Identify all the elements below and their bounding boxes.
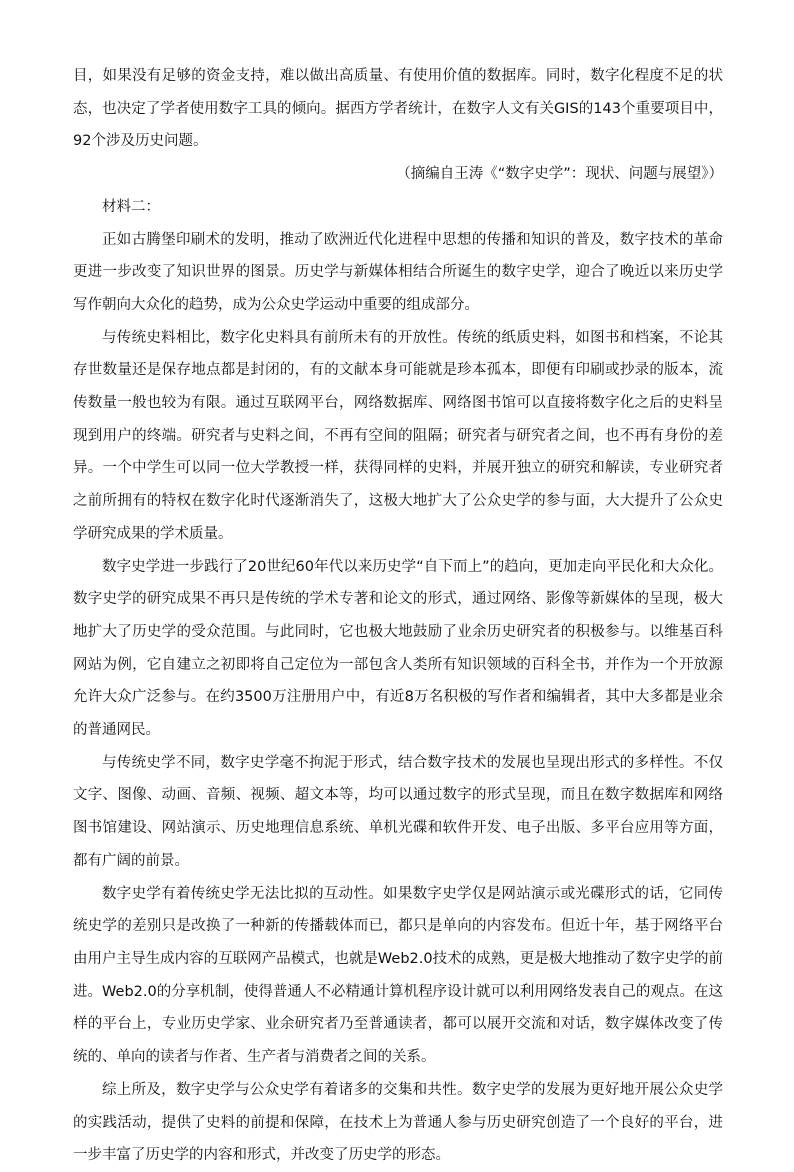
body-paragraph: 正如古腾堡印刷术的发明，推动了欧洲近代化进程中思想的传播和知识的普及，数字技术的革命更进一步改变了知识世界的图景。历史学与新媒体相结合所诞生的数字史学，迎合了晚近以来历史学写作朝向大众化的趋势，成为公众史学运动中重要的组成部分。 bbox=[73, 231, 723, 313]
body-paragraph: 与传统史学不同，数字史学毫不拘泥于形式，结合数字技术的发展也呈现出形式的多样性。不仅文字、图像、动画、音频、视频、超文本等，均可以通过数字的形式呈现，而且在数字数据库和网络图书馆建设、网站演示、历史地理信息系统、单机光碟和软件开发、电子出版、多平台应用等方面，都有广阔的前景。 bbox=[73, 754, 723, 869]
material-heading: 材料二： bbox=[102, 198, 160, 215]
intro-paragraph: 目，如果没有足够的资金支持，难以做出高质量、有使用价值的数据库。同时，数字化程度不足的状态，也决定了学者使用数字工具的倾向。据西方学者统计，在数字人文有关GIS的143个重要项目中，92个涉及历史问题。 bbox=[73, 68, 723, 150]
body-paragraph: 数字史学进一步践行了20世纪60年代以来历史学“自下而上”的趋向，更加走向平民化和大众化。数字史学的研究成果不再只是传统的学术专著和论文的形式，通过网络、影像等新媒体的呈现，极大地扩大了历史学的受众范围。与此同时，它也极大地鼓励了业余历史研究者的积极参与。以维基百科网站为例，它自建立之初即将自己定位为一部包含人类所有知识领域的百科全书，并作为一个开放源允许大众广泛参与。在约3500万注册用户中，有近8万名积极的写作者和编辑者，其中大多都是业余的普通网民。 bbox=[73, 558, 723, 739]
document-page bbox=[73, 60, 723, 1172]
body-paragraph: 数字史学有着传统史学无法比拟的互动性。如果数字史学仅是网站演示或光碟形式的话，它同传统史学的差别只是改换了一种新的传播载体而已，都只是单向的内容发布。但近十年，基于网络平台由用户主导生成内容的互联网产品模式，也就是Web2.0技术的成熟，更是极大地推动了数字史学的前进。Web2.0的分享机制，使得普通人不必精通计算机程序设计就可以利用网络发表自己的观点。在这样的平台上，专业历史学家、业余研究者乃至普通读者，都可以展开交流和对话，数字媒体改变了传统的、单向的读者与作者、生产者与消费者之间的关系。 bbox=[73, 885, 723, 1066]
body-paragraph: 与传统史料相比，数字化史料具有前所未有的开放性。传统的纸质史料，如图书和档案，不论其存世数量还是保存地点都是封闭的，有的文献本身可能就是珍本孤本，即便有印刷或抄录的版本，流传数量一般也较为有限。通过互联网平台，网络数据库、网络图书馆可以直接将数字化之后的史料呈现到用户的终端。研究者与史料之间，不再有空间的阻隔；研究者与研究者之间，也不再有身份的差异。一个中学生可以同一位大学教授一样，获得同样的史料，并展开独立的研究和解读，专业研究者之前所拥有的特权在数字化时代逐渐消失了，这极大地扩大了公众史学的参与面，大大提升了公众史学研究成果的学术质量。 bbox=[73, 329, 723, 542]
source-citation: （摘编自王涛《“数字史学”：现状、问题与展望》） bbox=[396, 166, 723, 183]
body-paragraph: 综上所及，数字史学与公众史学有着诸多的交集和共性。数字史学的发展为更好地开展公众史学的实践活动，提供了史料的前提和保障，在技术上为普通人参与历史研究创造了一个良好的平台，进一步丰富了历史学的内容和形式，并改变了历史学的形态。 bbox=[73, 1081, 723, 1164]
